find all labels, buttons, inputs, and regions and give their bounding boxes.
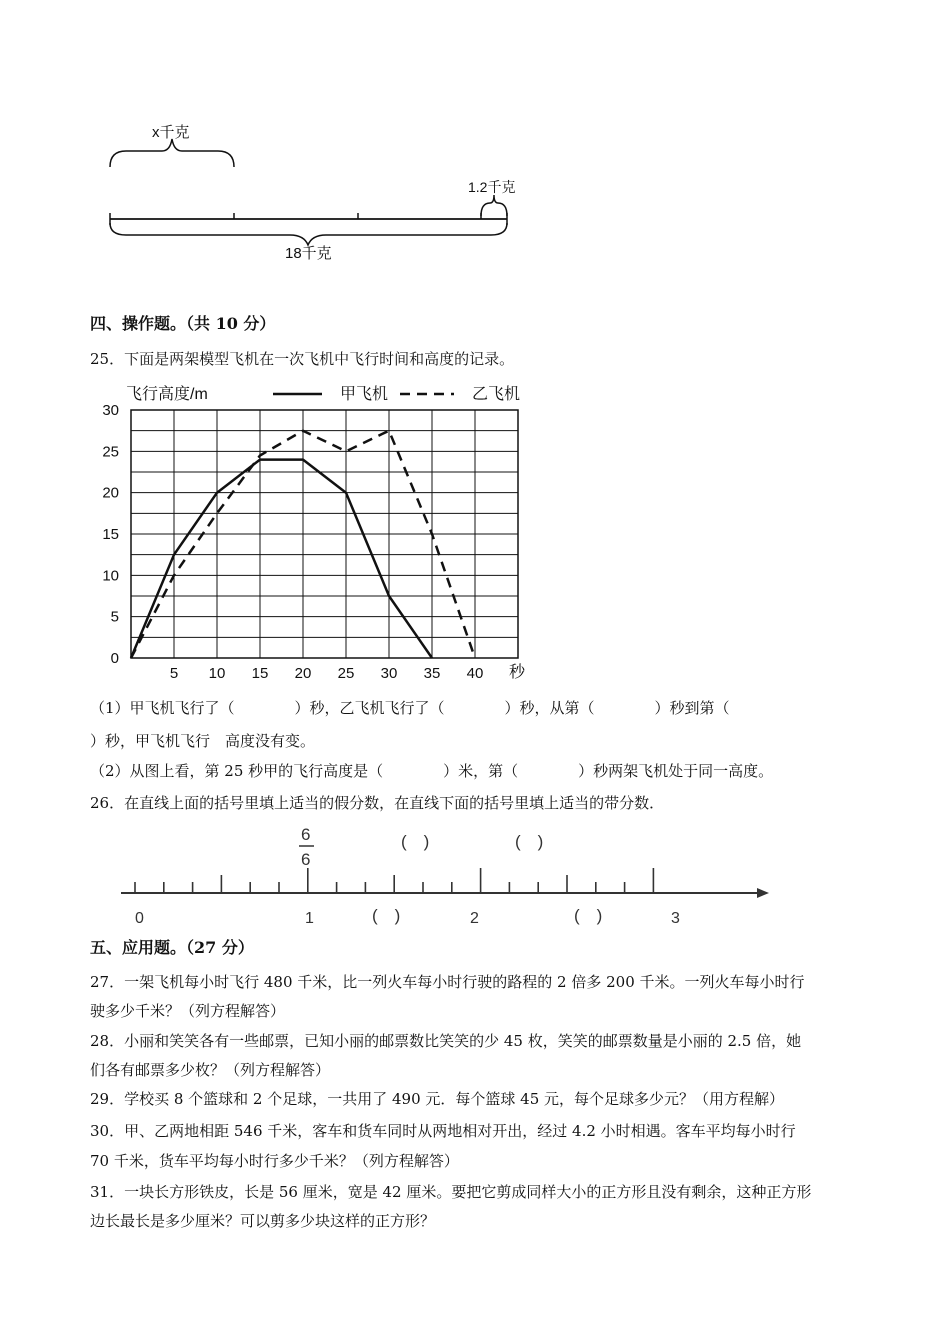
q28-line2: 们各有邮票多少枚？（列方程解答） bbox=[90, 1061, 331, 1079]
q25-sub1-cont: ）秒，甲飞机飞行 高度没有变。 bbox=[90, 732, 316, 750]
x-tick-label: 25 bbox=[337, 665, 355, 682]
q29-line1: 29．学校买 8 个篮球和 2 个足球，一共用了 490 元．每个篮球 45 元，每个足球多少元？（用方程解） bbox=[90, 1090, 785, 1108]
q30-line2: 70 千米，货车平均每小时行多少千米？（列方程解答） bbox=[90, 1152, 459, 1170]
x-tick-label: 30 bbox=[380, 665, 398, 682]
blank-below-2[interactable]: ( ) bbox=[574, 906, 603, 925]
legend-label-yi: 乙飞机 bbox=[472, 386, 521, 403]
total-label: 18千克 bbox=[285, 245, 332, 262]
y-tick-label: 30 bbox=[102, 402, 119, 419]
top-brace bbox=[110, 139, 234, 167]
q26-text: 26．在直线上面的括号里填上适当的假分数，在直线下面的括号里填上适当的带分数． bbox=[90, 794, 665, 812]
fraction-numerator: 6 bbox=[301, 825, 311, 844]
q25-text: 25．下面是两架模型飞机在一次飞机中飞行时间和高度的记录。 bbox=[90, 350, 515, 368]
x-kg-label: x千克 bbox=[152, 124, 190, 141]
label-2: 2 bbox=[470, 910, 479, 927]
flight-chart bbox=[90, 375, 540, 690]
section4-heading: 四、操作题。（共 10 分） bbox=[90, 314, 276, 333]
label-0: 0 bbox=[135, 910, 144, 927]
y-tick-label: 10 bbox=[102, 567, 119, 585]
y-tick-label: 0 bbox=[110, 650, 119, 667]
q31-line1: 31．一块长方形铁皮，长是 56 厘米，宽是 42 厘米。要把它剪成同样大小的正方形且没有剩余，这种正方形 bbox=[90, 1183, 812, 1201]
q28-line1: 28．小丽和笑笑各有一些邮票，已知小丽的邮票数比笑笑的少 45 枚，笑笑的邮票数量是小丽的 2.5 倍，她 bbox=[90, 1032, 802, 1050]
blank-above-1[interactable]: ( ) bbox=[401, 832, 430, 851]
q27-line1: 27．一架飞机每小时飞行 480 千米，比一列火车每小时行驶的路程的 2 倍多 200 千米。一列火车每小时行 bbox=[90, 973, 805, 991]
bottom-brace bbox=[110, 223, 507, 245]
x-tick-label: 35 bbox=[423, 665, 441, 682]
section5-heading: 五、应用题。（27 分） bbox=[90, 938, 254, 957]
chart-xlabel: 秒 bbox=[509, 664, 526, 681]
q25-sub2: （2）从图上看，第 25 秒甲的飞行高度是（ ）米，第（ ）秒两架飞机处于同一高度。 bbox=[90, 762, 774, 780]
y-tick-label: 25 bbox=[102, 443, 119, 461]
blank-above-2[interactable]: ( ) bbox=[515, 832, 544, 851]
x-tick-label: 20 bbox=[294, 665, 312, 682]
label-1: 1 bbox=[305, 910, 314, 927]
x-tick-label: 15 bbox=[251, 665, 269, 682]
fraction-denominator: 6 bbox=[301, 850, 311, 869]
legend-label-jia: 甲飞机 bbox=[340, 386, 389, 403]
series-line-jia bbox=[131, 460, 432, 658]
axis-arrow bbox=[757, 888, 769, 898]
segment-diagram bbox=[100, 115, 540, 270]
x-tick-label: 5 bbox=[169, 665, 179, 682]
blank-below-1[interactable]: ( ) bbox=[372, 906, 401, 925]
q27-line2: 驶多少千米？（列方程解答） bbox=[90, 1002, 286, 1020]
y-tick-label: 20 bbox=[102, 484, 119, 502]
q31-line2: 边长最长是多少厘米？可以剪多少块这样的正方形？ bbox=[90, 1212, 436, 1230]
number-line bbox=[115, 820, 775, 930]
x-tick-label: 10 bbox=[208, 665, 226, 682]
x-tick-label: 40 bbox=[466, 665, 484, 682]
y-tick-label: 15 bbox=[102, 526, 119, 543]
label-3: 3 bbox=[671, 910, 680, 927]
small-segment-label: 1.2千克 bbox=[468, 179, 516, 195]
q25-sub1: （1）甲飞机飞行了（ ）秒，乙飞机飞行了（ ）秒，从第（ ）秒到第（ bbox=[90, 699, 730, 717]
y-tick-label: 5 bbox=[110, 608, 119, 626]
chart-ylabel: 飞行高度/m bbox=[126, 386, 208, 403]
small-brace bbox=[481, 195, 507, 216]
q30-line1: 30．甲、乙两地相距 546 千米，客车和货车同时从两地相对开出，经过 4.2 小时相遇。客车平均每小时行 bbox=[90, 1122, 796, 1140]
